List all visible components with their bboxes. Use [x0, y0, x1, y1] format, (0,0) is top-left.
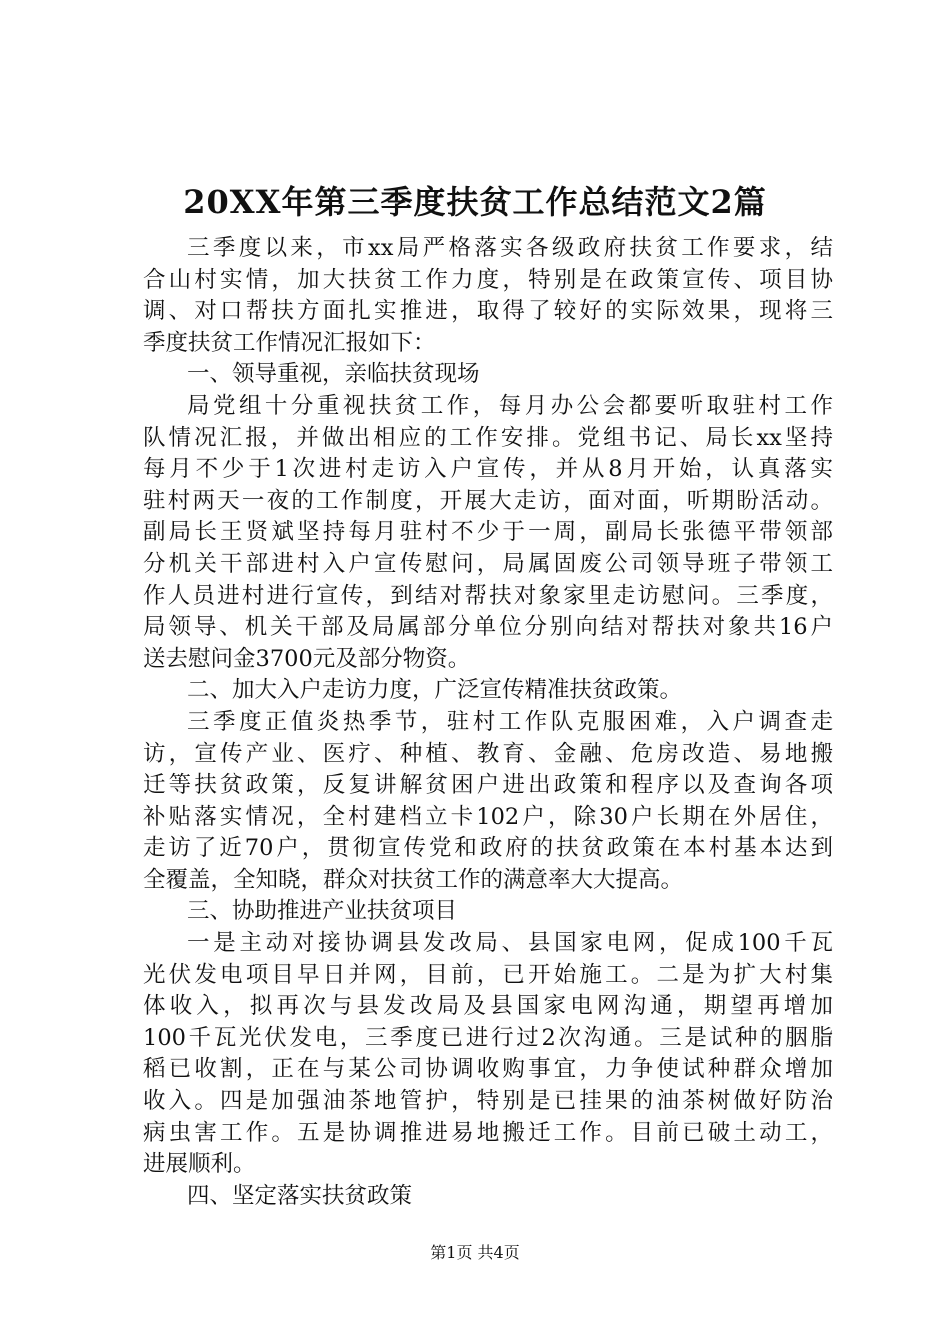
document-body	[143, 233, 833, 1212]
text-line: 作人员进村进行宣传，到结对帮扶对象家里走访慰问。三季度，	[143, 582, 833, 609]
text-line: 季度扶贫工作情况汇报如下：	[143, 329, 436, 356]
text-line: 局领导、机关干部及局属部分单位分别向结对帮扶对象共16户	[143, 614, 833, 641]
text-line: 进展顺利。	[143, 1151, 256, 1178]
text-line: 收入。四是加强油茶地管护，特别是已挂果的油茶树做好防治	[143, 1088, 833, 1115]
text-line: 稻已收割，正在与某公司协调收购事宜，力争使试种群众增加	[143, 1056, 833, 1083]
text-line: 驻村两天一夜的工作制度，开展大走访，面对面，听期盼活动。	[143, 487, 833, 514]
text-line: 副局长王贤斌坚持每月驻村不少于一周，副局长张德平带领部	[143, 519, 833, 546]
text-line: 迁等扶贫政策，反复讲解贫困户进出政策和程序以及查询各项	[143, 772, 833, 799]
text-line: 四、坚定落实扶贫政策	[187, 1182, 413, 1209]
text-line: 每月不少于1次进村走访入户宣传，并从8月开始，认真落实	[143, 456, 833, 483]
text-line: 分机关干部进村入户宣传慰问，局属固废公司领导班子带领工	[143, 550, 833, 577]
text-line: 光伏发电项目早日并网，目前，已开始施工。二是为扩大村集	[143, 961, 833, 988]
text-line: 队情况汇报，并做出相应的工作安排。党组书记、局长xx坚持	[143, 424, 833, 451]
text-line: 走访了近70户，贯彻宣传党和政府的扶贫政策在本村基本达到	[143, 835, 833, 862]
text-line: 全覆盖，全知晓，群众对扶贫工作的满意率大大提高。	[143, 866, 684, 893]
text-line: 送去慰问金3700元及部分物资。	[143, 645, 471, 672]
text-line: 局党组十分重视扶贫工作，每月办公会都要听取驻村工作	[187, 392, 833, 419]
text-line: 合山村实情，加大扶贫工作力度，特别是在政策宣传、项目协	[143, 266, 833, 293]
text-line: 体收入，拟再次与县发改局及县国家电网沟通，期望再增加	[143, 993, 833, 1020]
text-line: 三、协助推进产业扶贫项目	[187, 898, 458, 925]
page-footer: 第1页 共4页	[430, 1243, 520, 1262]
text-line: 三季度以来，市xx局严格落实各级政府扶贫工作要求，结	[187, 235, 833, 261]
text-line: 100千瓦光伏发电，三季度已进行过2次沟通。三是试种的胭脂	[143, 1024, 833, 1051]
text-line: 补贴落实情况，全村建档立卡102户，除30户长期在外居住，	[143, 803, 833, 830]
text-line: 二、加大入户走访力度，广泛宣传精准扶贫政策。	[187, 677, 683, 704]
text-line: 三季度正值炎热季节，驻村工作队克服困难，入户调查走	[187, 708, 833, 735]
text-line: 调、对口帮扶方面扎实推进，取得了较好的实际效果，现将三	[143, 298, 833, 325]
text-line: 一、领导重视，亲临扶贫现场	[187, 361, 480, 388]
text-line: 病虫害工作。五是协调推进易地搬迁工作。目前已破土动工，	[143, 1119, 833, 1146]
text-line: 访，宣传产业、医疗、种植、教育、金融、危房改造、易地搬	[143, 740, 833, 767]
document-title: 20XX年第三季度扶贫工作总结范文2篇	[183, 183, 767, 221]
text-line: 一是主动对接协调县发改局、县国家电网，促成100千瓦	[187, 930, 833, 957]
